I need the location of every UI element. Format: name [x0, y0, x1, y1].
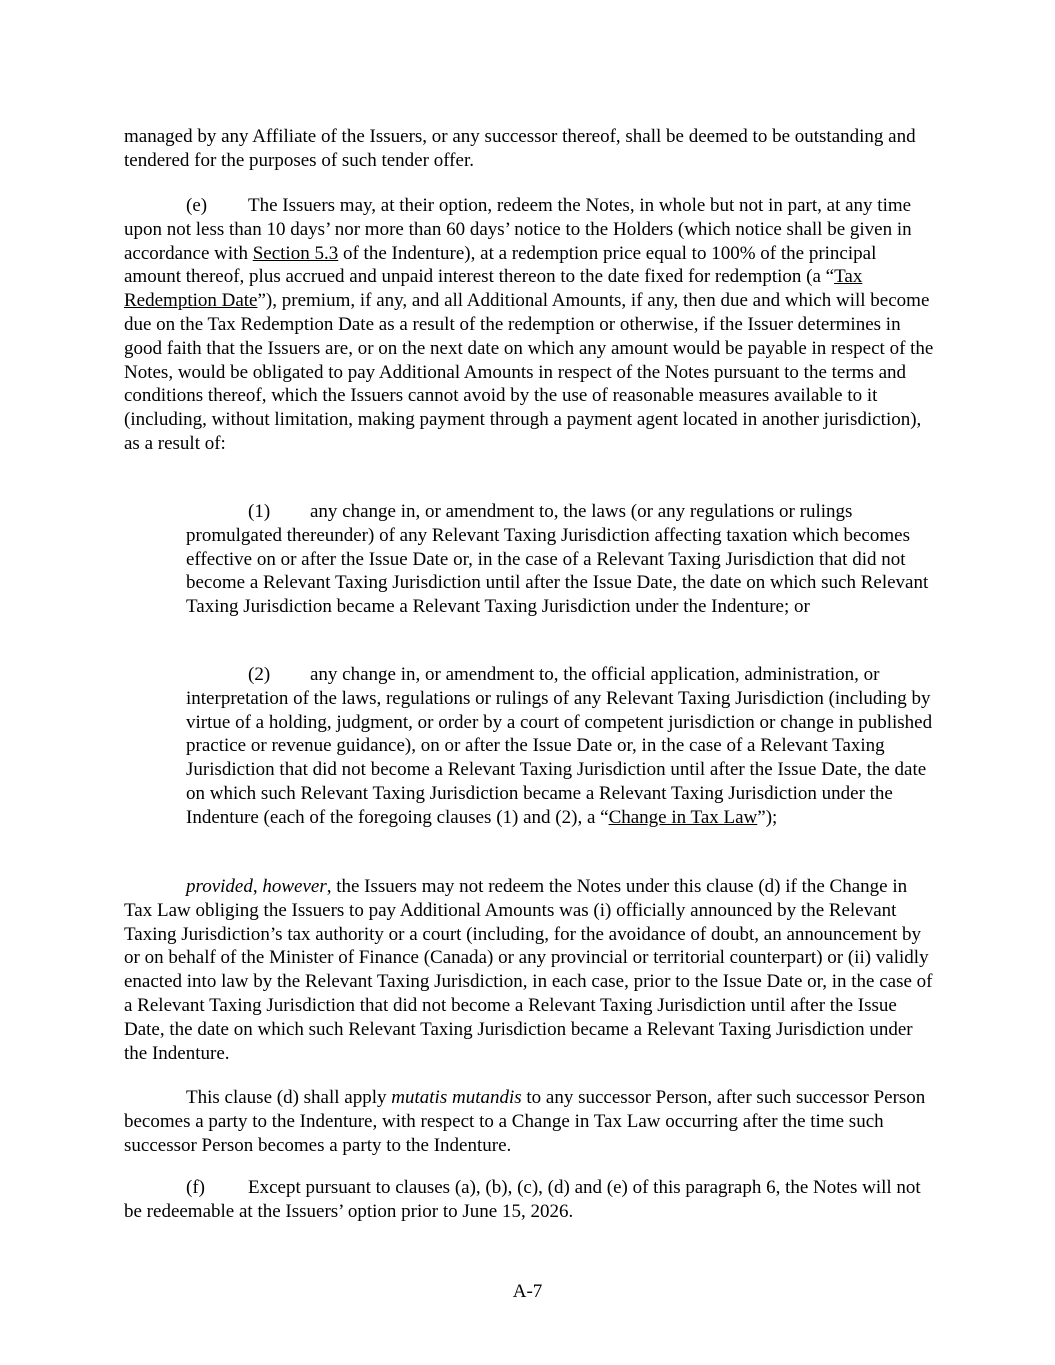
- paragraph-e: (e) The Issuers may, at their option, redeem the Notes, in whole but not in part, at any time upon not less than 10 days’ nor more than 60 days’ notice to the Holders (which notice shall be given in accordance with Section 5.3 of the Indenture), at a redemption price equal to 100% of the principal amount thereof, plus accrued and unpaid interest thereon to the date fixed for redemption (a “Tax Redemption Date”), premium, if any, and all Additional Amounts, if any, then due and which will become due on the Tax Redemption Date as a result of the redemption or otherwise, if the Issuer determines in good faith that the Issuers are, or on the next date on which any amount would be payable in respect of the Notes, would be obligated to pay Additional Amounts in respect of the Notes pursuant to the terms and conditions thereof, which the Issuers cannot avoid by the use of reasonable measures available to it (including, without limitation, making payment through a payment agent located in another jurisdiction), as a result of:: [124, 195, 934, 454]
- subparagraph-2: (2) any change in, or amendment to, the official application, administration, or interpretation of the laws, regulations or rulings of any Relevant Taxing Jurisdiction (including by virtue of a holding, judgment, or order by a court of competent jurisdiction or change in published practice or revenue guidance), on or after the Issue Date or, in the case of a Relevant Taxing Jurisdiction that did not become a Relevant Taxing Jurisdiction until after the Issue Date, the date on which such Relevant Taxing Jurisdiction became a Relevant Taxing Jurisdiction under the Indenture (each of the foregoing clauses (1) and (2), a “Change in Tax Law”);: [186, 664, 933, 828]
- defined-term-change-in-tax-law: Change in Tax Law: [608, 806, 758, 828]
- defined-term-tax-redemption-date: Tax Redemption Date: [124, 266, 863, 312]
- clause-label-e: (e): [186, 195, 208, 216]
- paragraph-clause-d: This clause (d) shall apply mutatis mutandis to any successor Person, after such successor Person becomes a party to the Indenture, with respect to a Change in Tax Law occurring after the time such successor Person becomes a party to the Indenture.: [124, 1087, 926, 1156]
- paragraph-text: managed by any Affiliate of the Issuers, or any successor thereof, shall be deemed to be outstanding and tendered for the purposes of such tender offer.: [124, 126, 916, 171]
- section-reference-link: Section 5.3: [252, 242, 339, 264]
- paragraph-proviso: provided, however, the Issuers may not redeem the Notes under this clause (d) if the Change in Tax Law obliging the Issuers to pay Additional Amounts was (i) officially announced by the Relevant Taxing Jurisdiction’s tax authority or a court (including, for the avoidance of doubt, an announcement by or on behalf of the Minister of Finance (Canada) or any provincial or territorial counterpart) or (ii) validly enacted into law by the Relevant Taxing Jurisdiction, in each case, prior to the Issue Date or, in the case of a Relevant Taxing Jurisdiction that did not become a Relevant Taxing Jurisdiction until after the Issue Date, the date on which such Relevant Taxing Jurisdiction became a Relevant Taxing Jurisdiction under the Indenture.: [124, 876, 933, 1064]
- paragraph-f: (f) Except pursuant to clauses (a), (b), (c), (d) and (e) of this paragraph 6, the Notes will not be redeemable at the Issuers’ option prior to June 15, 2026.: [124, 1177, 921, 1222]
- clause-label-2: (2): [248, 664, 271, 685]
- page-number: A-7: [512, 1281, 543, 1302]
- subparagraph-1: (1) any change in, or amendment to, the laws (or any regulations or rulings promulgated thereunder) of any Relevant Taxing Jurisdiction affecting taxation which becomes effective on or after the Issue Date or, in the case of a Relevant Taxing Jurisdiction that did not become a Relevant Taxing Jurisdiction until after the Issue Date, the date on which such Relevant Taxing Jurisdiction became a Relevant Taxing Jurisdiction under the Indenture; or: [186, 501, 929, 618]
- paragraph-continuation: [124, 125, 936, 173]
- clause-label-f: (f): [186, 1177, 205, 1198]
- clause-label-1: (1): [248, 501, 271, 522]
